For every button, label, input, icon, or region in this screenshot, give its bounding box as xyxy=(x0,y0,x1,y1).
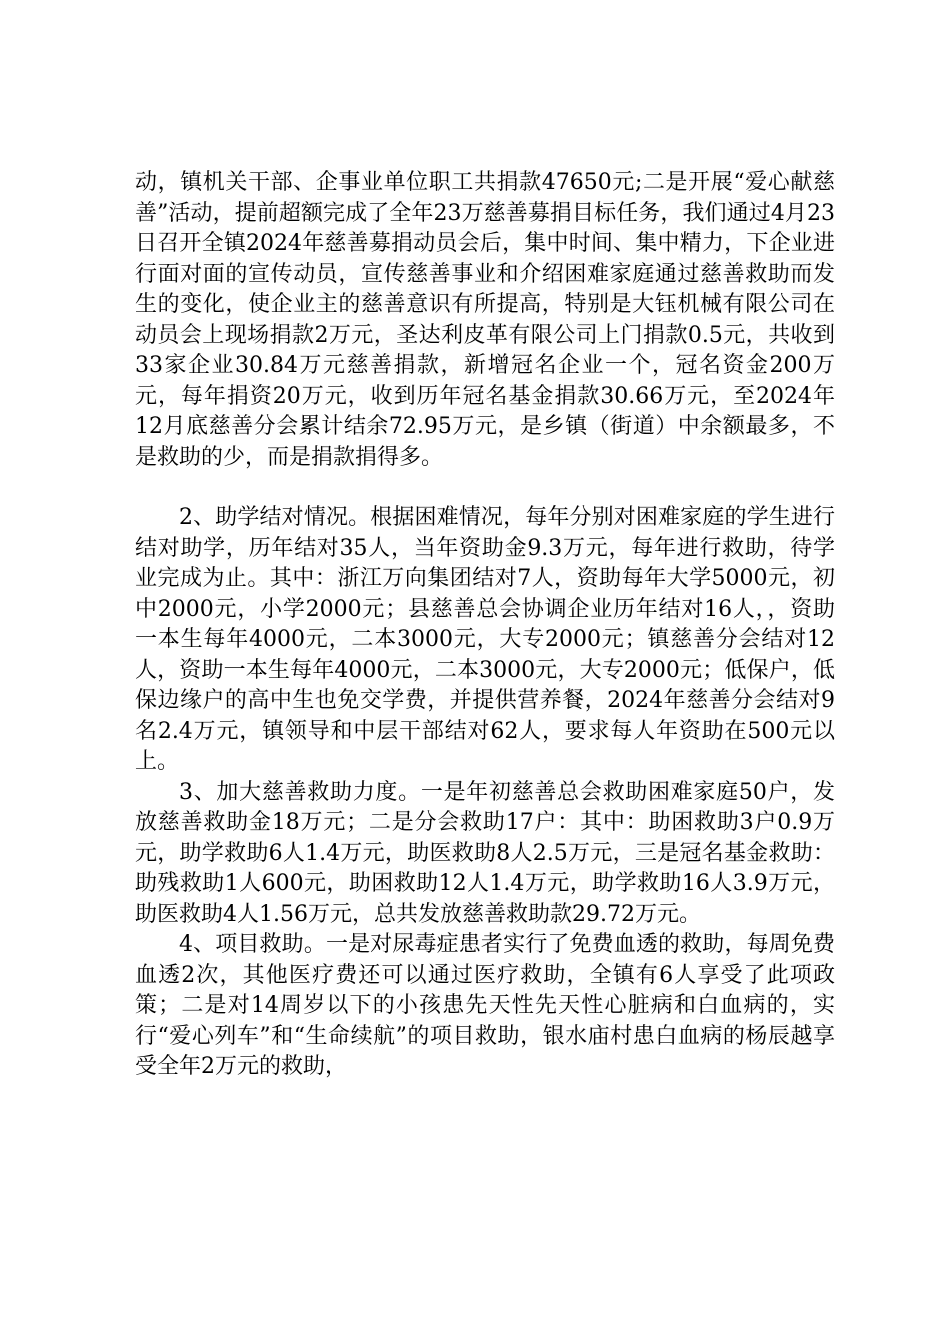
paragraph-relief-effort: 3、加大慈善救助力度。一是年初慈善总会救助困难家庭50户，发放慈善救助金18万元；二是分会救助17户：其中：助困救助3户0.9万元，助学救助6人1.4万元，助医救助8人2.5万元，三是冠名基金救助：助残救助1人600元，助困救助12人1.4万元，助学救助16人3.9万元，助医救助4人1.56万元，总共发放慈善救助款29.72万元。 xyxy=(135,779,835,927)
paragraph-donations: 动，镇机关干部、企事业单位职工共捐款47650元;二是开展“爱心献慈善”活动，提前超额完成了全年23万慈善募捐目标任务，我们通过4月23日召开全镇2024年慈善募捐动员会后，集中时间、集中精力，下企业进行面对面的宣传动员，宣传慈善事业和介绍困难家庭通过慈善救助而发生的变化，使企业主的慈善意识有所提高，特别是大钰机械有限公司在动员会上现场捐款2万元，圣达利皮革有限公司上门捐款0.5元，共收到33家企业30.84万元慈善捐款，新增冠名企业一个，冠名资金200万元，每年捐资20万元，收到历年冠名基金捐款30.66万元，至2024年12月底慈善分会累计结余72.95万元，是乡镇（街道）中余额最多，不是救助的少，而是捐款捐得多。 xyxy=(135,170,835,470)
document-page xyxy=(135,168,835,1083)
paragraph-project-aid: 4、项目救助。一是对尿毒症患者实行了免费血透的救助，每周免费血透2次，其他医疗费还可以通过医疗救助，全镇有6人享受了此项政策；二是对14周岁以下的小孩患先天性先天性心脏病和白血病的，实行“爱心列车”和“生命续航”的项目救助，银水庙村患白血病的杨辰越享受全年2万元的救助， xyxy=(135,932,835,1079)
paragraph-student-aid: 2、助学结对情况。根据困难情况，每年分别对困难家庭的学生进行结对助学，历年结对35人，当年资助金9.3万元，每年进行救助，待学业完成为止。其中：浙江万向集团结对7人，资助每年大学5000元，初中2000元，小学2000元；县慈善总会协调企业历年结对16人，，资助一本生每年4000元，二本3000元，大专2000元；镇慈善分会结对12人，资助一本生每年4000元，二本3000元，大专2000元；低保户，低保边缘户的高中生也免交学费，并提供营养餐，2024年慈善分会结对9名2.4万元，镇领导和中层干部结对62人，要求每人年资助在500元以上。 xyxy=(135,505,835,774)
